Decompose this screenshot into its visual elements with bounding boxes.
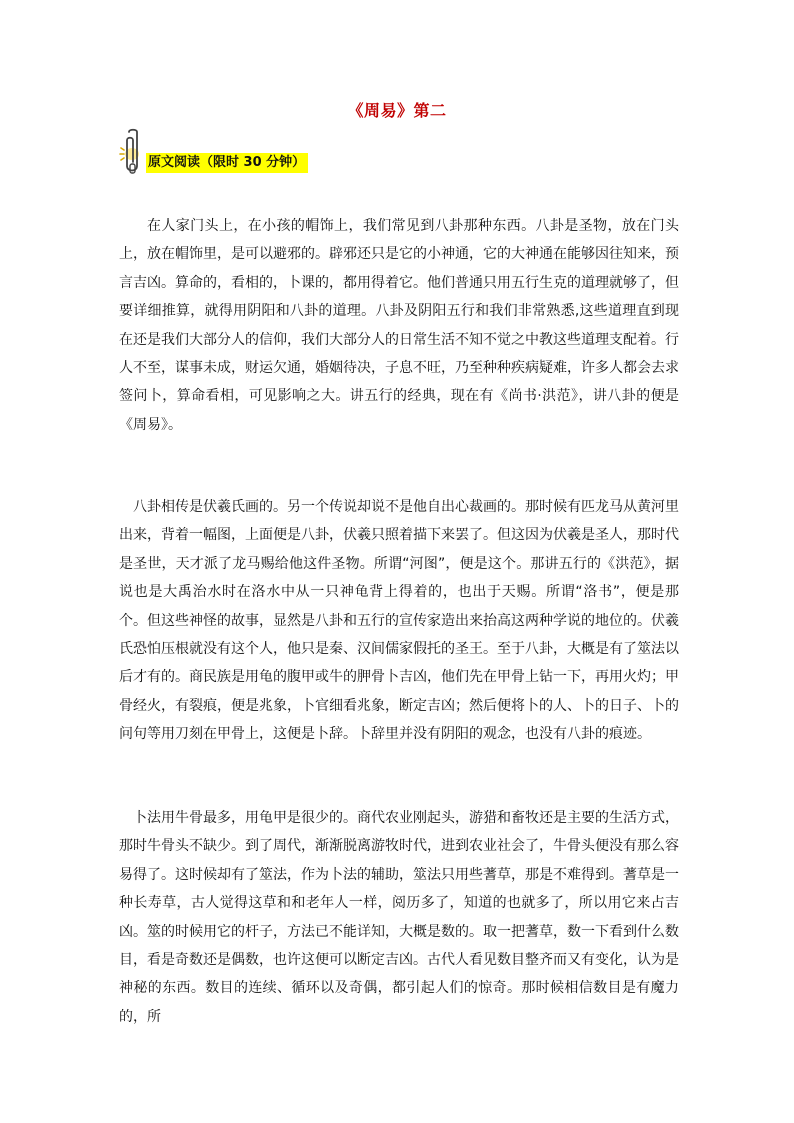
- section-header: [118, 126, 378, 176]
- paperclip-icon: [118, 126, 146, 178]
- page-title: 《周易》第二: [347, 101, 447, 120]
- section-label: 原文阅读（限时 30 分钟）: [146, 153, 308, 173]
- paragraph-3: 卜法用牛骨最多，用龟甲是很少的。商代农业刚起头，游猎和畜牧还是主要的生活方式，那时牛骨头不缺少。到了周代，渐渐脱离游牧时代，进到农业社会了，牛骨头便没有那么容易得了。这时候却有了筮法，作为卜法的辅助，筮法只用些蓍草，那是不难得到。蓍草是一种长寿草，古人觉得这草和和老年人一样，阅历多了，知道的也就多了，所以用它来占吉凶。筮的时候用它的杆子，方法已不能详知，大概是数的。取一把蓍草，数一下看到什么数目，看是奇数还是偶数，也许这便可以断定吉凶。古代人看见数目整齐而又有变化，认为是神秘的东西。数目的连续、循环以及奇偶，都引起人们的惊奇。那时候相信数目是有魔力的，所: [119, 810, 679, 1025]
- paragraph-2: 八卦相传是伏羲氏画的。另一个传说却说不是他自出心裁画的。那时候有匹龙马从黄河里出来，背着一幅图，上面便是八卦，伏羲只照着描下来罢了。但这因为伏羲是圣人，那时代是圣世，天才派了龙马赐给他这件圣物。所谓“河图”，便是这个。那讲五行的《洪范》，据说也是大禹治水时在洛水中从一只神龟背上得着的，也出于天赐。所谓“洛书”，便是那个。但这些神怪的故事，显然是八卦和五行的宣传家造出来抬高这两种学说的地位的。伏羲氏恐怕压根就没有这个人，他只是秦、汉间儒家假托的圣王。至于八卦，大概是有了筮法以后才有的。商民族是用龟的腹甲或牛的胛骨卜吉凶，他们先在甲骨上钻一下，再用火灼；甲骨经火，有裂痕，便是兆象，卜官细看兆象，断定吉凶；然后便将卜的人、卜的日子、卜的问句等用刀刻在甲骨上，这便是卜辞。卜辞里并没有阴阳的观念，也没有八卦的痕迹。: [119, 499, 679, 743]
- paragraph-1: 在人家门头上，在小孩的帽饰上，我们常见到八卦那种东西。八卦是圣物，放在门头上，放在帽饰里，是可以避邪的。辟邪还只是它的小神通，它的大神通在能够因往知来，预言吉凶。算命的，看相的，卜课的，都用得着它。他们普通只用五行生克的道理就够了，但要详细推算，就得用阴阳和八卦的道理。八卦及阴阳五行和我们非常熟悉,这些道理直到现在还是我们大部分人的信仰，我们大部分人的日常生活不知不觉之中教这些道理支配着。行人不至，谋事未成，财运欠通，婚姻待决，子息不旺，乃至种种疾病疑难，许多人都会去求签问卜，算命看相，可见影响之大。讲五行的经典，现在有《尚书·洪范》，讲八卦的便是《周易》。: [119, 218, 679, 433]
